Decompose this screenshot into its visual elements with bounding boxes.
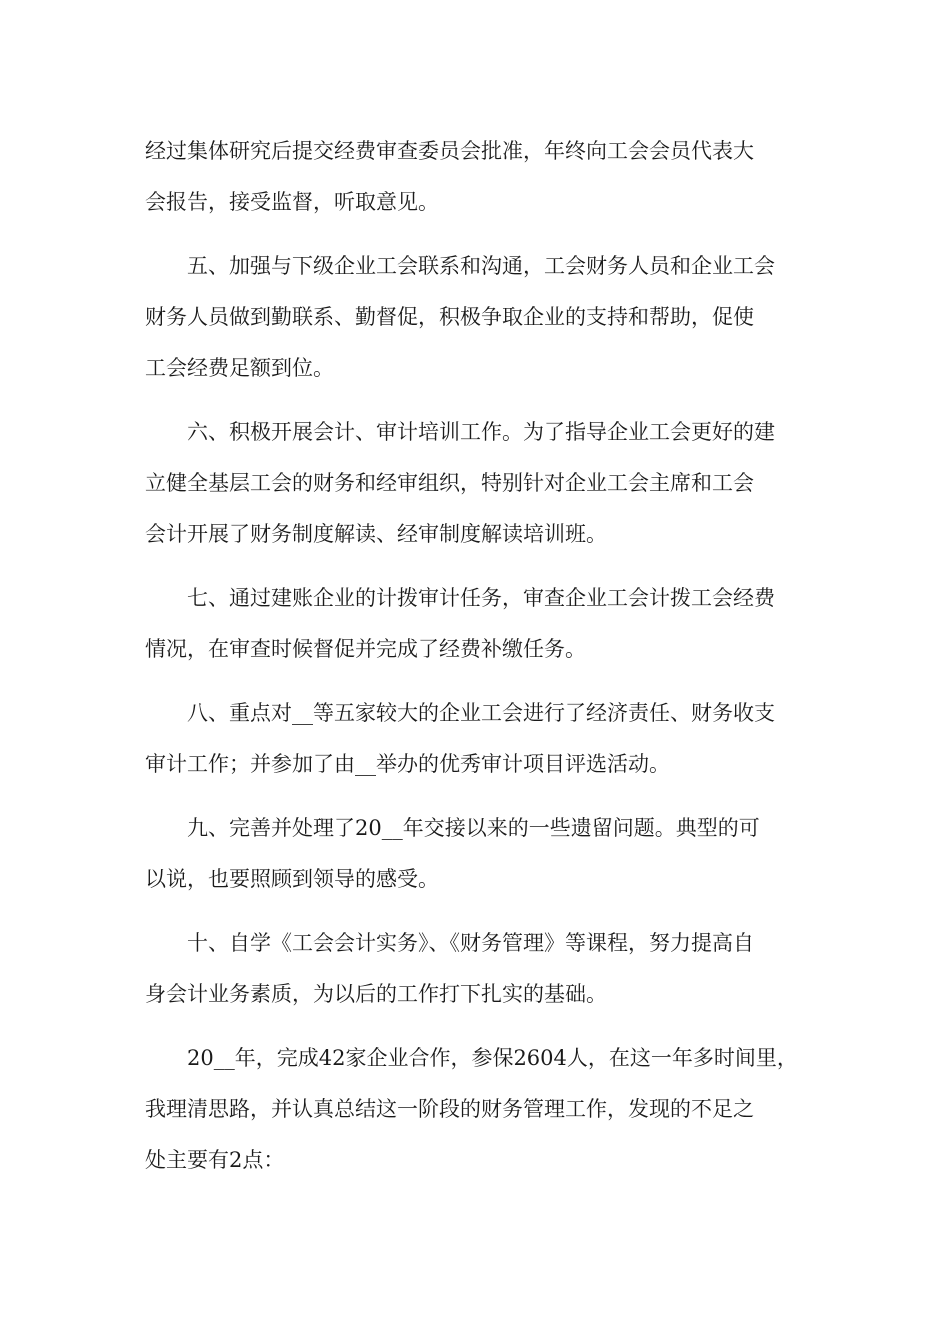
paragraph-6: 九、完善并处理了20__年交接以来的一些遗留问题。典型的可 以说，也要照顾到领导的感受。 xyxy=(145,816,760,891)
paragraph-7: 十、自学《工会会计实务》、《财务管理》等课程，努力提高自 身会计业务素质，为以后的工作打下扎实的基础。 xyxy=(145,931,754,1006)
paragraph-5: 八、重点对__等五家较大的企业工会进行了经济责任、财务收支 审计工作；并参加了由__举办的优秀审计项目评选活动。 xyxy=(145,701,775,776)
paragraph-2: 五、加强与下级企业工会联系和沟通，工会财务人员和企业工会 财务人员做到勤联系、勤督促，积极争取企业的支持和帮助，促使 工会经费足额到位。 xyxy=(145,254,775,380)
paragraph-4: 七、通过建账企业的计拨审计任务，审查企业工会计拨工会经费 情况，在审查时候督促并完成了经费补缴任务。 xyxy=(145,586,775,661)
paragraph-8: 20__年，完成42家企业合作，参保2604人，在这一年多时间里， 我理清思路，并认真总结这一阶段的财务管理工作，发现的不足之 处主要有2点： xyxy=(145,1046,798,1172)
paragraph-1: 经过集体研究后提交经费审查委员会批准，年终向工会会员代表大 会报告，接受监督，听取意见。 xyxy=(145,139,754,214)
document-body xyxy=(145,126,815,1199)
paragraph-3: 六、积极开展会计、审计培训工作。为了指导企业工会更好的建 立健全基层工会的财务和经审组织，特别针对企业工会主席和工会 会计开展了财务制度解读、经审制度解读培训班。 xyxy=(145,420,775,546)
